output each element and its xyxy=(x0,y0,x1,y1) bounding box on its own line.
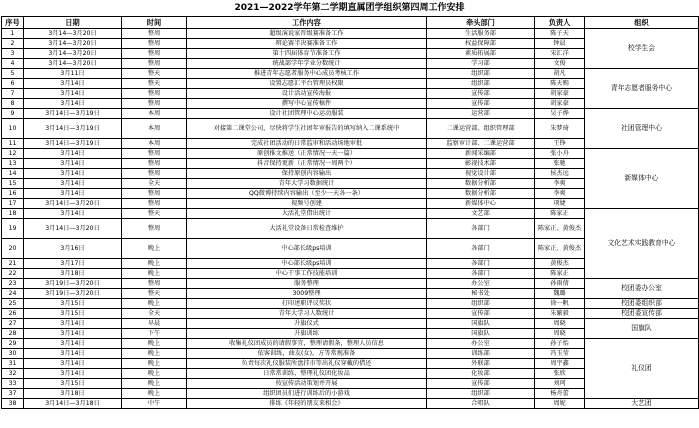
cell-dept: 组织部 xyxy=(427,79,535,89)
cell-dept: 办公室 xyxy=(427,279,535,289)
table-row xyxy=(2,109,699,119)
cell-person: 陈家正、黄俊杰 xyxy=(535,219,585,239)
cell-time: 整天 xyxy=(122,69,187,79)
header-time: 时间 xyxy=(122,17,187,29)
cell-content: 按宣传活动策划并开展 xyxy=(187,379,427,389)
cell-dept: 数据分析部 xyxy=(427,189,535,199)
cell-dept: 文艺部 xyxy=(427,209,535,219)
cell-date: 3月14日 xyxy=(24,149,122,159)
cell-dept: 数据分析部 xyxy=(427,179,535,189)
cell-dept: 外联部 xyxy=(427,359,535,369)
cell-date: 3月14日—3月19日 xyxy=(24,119,122,139)
cell-time: 整天 xyxy=(122,209,187,219)
cell-date: 3月19日—3月20日 xyxy=(24,279,122,289)
cell-org: 校团委宣传部 xyxy=(585,309,699,319)
cell-no: 19 xyxy=(2,219,24,239)
cell-content: 中心部长级ps培训 xyxy=(187,259,427,269)
cell-dept: 组织部 xyxy=(427,69,535,79)
cell-content: 组织团员们进行训练后的小游戏 xyxy=(187,389,427,399)
cell-dept: 国旗队 xyxy=(427,329,535,339)
cell-org: 礼仪团 xyxy=(585,339,699,399)
cell-dept: 化妆部 xyxy=(427,369,535,379)
cell-date: 3月18日 xyxy=(24,389,122,399)
cell-person: 张驰 xyxy=(535,159,585,169)
cell-date: 3月14日—3月20日 xyxy=(24,199,122,209)
cell-no: 13 xyxy=(2,159,24,169)
cell-no: 1 xyxy=(2,29,24,39)
cell-dept: 国旗队 xyxy=(427,319,535,329)
cell-dept: 各部门 xyxy=(427,259,535,269)
header-content: 工作内容 xyxy=(187,17,427,29)
cell-time: 整周 xyxy=(122,169,187,179)
cell-date: 3月18日 xyxy=(24,269,122,279)
cell-content: 打印述职评议奖状 xyxy=(187,299,427,309)
cell-person: 李爽 xyxy=(535,189,585,199)
cell-content: 中心部长级ps培训 xyxy=(187,239,427,259)
cell-content: 大活礼堂设备日常检查维护 xyxy=(187,219,427,239)
cell-content: 升旗训练 xyxy=(187,329,427,339)
cell-no: 37 xyxy=(2,389,24,399)
cell-content: 超级演说家晋级赛准备工作 xyxy=(187,29,427,39)
cell-no: 21 xyxy=(2,259,24,269)
cell-date: 3月11日 xyxy=(24,69,122,79)
cell-time: 整周 xyxy=(122,159,187,169)
cell-no: 20 xyxy=(2,239,24,259)
cell-date: 3月14日 xyxy=(24,179,122,189)
cell-no: 24 xyxy=(2,289,24,299)
cell-org: 青年志愿者服务中心 xyxy=(585,69,699,109)
cell-person: 陈天赐 xyxy=(535,79,585,89)
cell-content: 统战部学年学业分数统计 xyxy=(187,59,427,69)
cell-content: 排练《年轻的朋友来相会》 xyxy=(187,399,427,409)
cell-person: 张小舟 xyxy=(535,149,585,159)
cell-dept: 生活服务部 xyxy=(427,29,535,39)
cell-date: 3月14日 xyxy=(24,359,122,369)
cell-no: 27 xyxy=(2,319,24,329)
cell-org: 校团委组织部 xyxy=(585,299,699,309)
cell-time: 整周 xyxy=(122,149,187,159)
cell-content: 服务整理 xyxy=(187,279,427,289)
cell-time: 晚上 xyxy=(122,369,187,379)
cell-no: 15 xyxy=(2,179,24,189)
cell-date: 3月14日 xyxy=(24,79,122,89)
cell-date: 3月14日 xyxy=(24,189,122,199)
cell-person: 朱梦琦 xyxy=(535,119,585,139)
cell-content: 抖音保持更新（正常情况一周两个） xyxy=(187,159,427,169)
cell-no: 14 xyxy=(2,169,24,179)
cell-time: 晚上 xyxy=(122,269,187,279)
cell-person: 李爽 xyxy=(535,179,585,189)
cell-no: 8 xyxy=(2,99,24,109)
header-org: 组织 xyxy=(585,17,699,29)
cell-time: 晚上 xyxy=(122,359,187,369)
cell-dept: 素质拓展部 xyxy=(427,49,535,59)
cell-date: 3月14日 xyxy=(24,349,122,359)
cell-no: 31 xyxy=(2,359,24,369)
cell-content: 青年大学习数据统计 xyxy=(187,179,427,189)
cell-person: 项婕 xyxy=(535,199,585,209)
cell-date: 3月14日—3月19日 xyxy=(24,139,122,149)
cell-person: 钟晨 xyxy=(535,39,585,49)
cell-date: 3月14日 xyxy=(24,169,122,179)
table-row xyxy=(2,69,699,79)
cell-no: 2 xyxy=(2,39,24,49)
cell-person: 冯玉莹 xyxy=(535,349,585,359)
cell-content: 推进青年志愿者服务中心成员考核工作 xyxy=(187,69,427,79)
cell-content: 升旗仪式 xyxy=(187,319,427,329)
cell-time: 整周 xyxy=(122,29,187,39)
cell-no: 22 xyxy=(2,269,24,279)
cell-date: 3月14日 xyxy=(24,99,122,109)
cell-date: 3月14日—3月18日 xyxy=(24,399,122,409)
cell-date: 3月14—3月20日 xyxy=(24,39,122,49)
cell-time: 本周 xyxy=(122,119,187,139)
cell-time: 整天 xyxy=(122,79,187,89)
cell-no: 12 xyxy=(2,149,24,159)
cell-time: 下午 xyxy=(122,329,187,339)
cell-dept: 影视技术部 xyxy=(427,159,535,169)
cell-dept: 新闻采编部 xyxy=(427,149,535,159)
table-row xyxy=(2,299,699,309)
cell-date: 3月15日 xyxy=(24,309,122,319)
cell-time: 晚上 xyxy=(122,389,187,399)
cell-dept: 新媒体中心 xyxy=(427,199,535,209)
cell-time: 整周 xyxy=(122,219,187,239)
cell-dept: 组织部 xyxy=(427,299,535,309)
cell-dept: 各部门 xyxy=(427,219,535,239)
cell-time: 晚上 xyxy=(122,239,187,259)
cell-dept: 办公室 xyxy=(427,339,535,349)
cell-date: 3月17日 xyxy=(24,259,122,269)
cell-person: 陈家正、黄俊杰 xyxy=(535,239,585,259)
cell-org: 国旗队 xyxy=(585,319,699,339)
table-row xyxy=(2,319,699,329)
cell-person: 周妮 xyxy=(535,399,585,409)
cell-no: 25 xyxy=(2,299,24,309)
cell-date: 3月14日 xyxy=(24,319,122,329)
cell-date: 3月14日—3月19日 xyxy=(24,109,122,119)
table-row xyxy=(2,149,699,159)
cell-person: 胡家豪 xyxy=(535,99,585,109)
cell-no: 32 xyxy=(2,369,24,379)
cell-no: 9 xyxy=(2,109,24,119)
cell-date: 3月14日 xyxy=(24,159,122,169)
cell-no: 33 xyxy=(2,379,24,389)
cell-no: 16 xyxy=(2,189,24,199)
cell-dept: 二课运营部、组织管理部 xyxy=(427,119,535,139)
table-row xyxy=(2,339,699,349)
cell-date: 3月16日 xyxy=(24,239,122,259)
cell-content: 大活礼堂借出统计 xyxy=(187,209,427,219)
cell-date: 3月14日 xyxy=(24,329,122,339)
cell-content: 负责每次礼仪服装所盘挂市等出礼仪穿戴的借还 xyxy=(187,359,427,369)
cell-person: 吴子烨 xyxy=(535,109,585,119)
cell-content: 依客训练，曲友(女)，方等常规准备 xyxy=(187,349,427,359)
cell-dept: 运营部 xyxy=(427,109,535,119)
cell-date: 3月14日 xyxy=(24,339,122,349)
cell-person: 文俊 xyxy=(535,59,585,69)
cell-time: 整周 xyxy=(122,99,187,109)
cell-time: 早晨 xyxy=(122,319,187,329)
cell-dept: 视觉设计部 xyxy=(427,169,535,179)
cell-no: 7 xyxy=(2,89,24,99)
cell-content: 原创推文推送（正常情况一天一篇） xyxy=(187,149,427,159)
cell-person: 魏璐 xyxy=(535,289,585,299)
cell-content: 收集礼仪团成员的请假事宜，整理请假条，整理人员信息 xyxy=(187,339,427,349)
cell-content: 设置志愿汇平台管理员权限 xyxy=(187,79,427,89)
header-no: 序号 xyxy=(2,17,24,29)
cell-person: 胡家豪 xyxy=(535,89,585,99)
cell-content: 设计社团管理中心运动服装 xyxy=(187,109,427,119)
cell-person: 孙雨倩 xyxy=(535,279,585,289)
cell-org: 校团委办公室 xyxy=(585,279,699,299)
cell-date: 3月14—3月20日 xyxy=(24,59,122,69)
page-title: 2021—2022学年第二学期直属团学组织第四周工作安排 xyxy=(234,3,465,13)
cell-time: 整周 xyxy=(122,59,187,69)
cell-person: 黄俊杰 xyxy=(535,259,585,269)
cell-no: 28 xyxy=(2,329,24,339)
cell-person: 陈家正 xyxy=(535,269,585,279)
cell-org: 社团管理中心 xyxy=(585,109,699,149)
table-header-row xyxy=(2,17,699,29)
cell-time: 整周 xyxy=(122,189,187,199)
cell-time: 全天 xyxy=(122,309,187,319)
header-dept: 牵头部门 xyxy=(427,17,535,29)
cell-no: 23 xyxy=(2,279,24,289)
cell-dept: 学习部 xyxy=(427,59,535,69)
cell-date: 3月14—3月20日 xyxy=(24,29,122,39)
cell-time: 全天 xyxy=(122,179,187,189)
cell-person: 张欣 xyxy=(535,369,585,379)
cell-date: 3月15日 xyxy=(24,299,122,309)
cell-no: 38 xyxy=(2,399,24,409)
cell-content: QQ微博持续内容输出（至少一天各一条） xyxy=(187,189,427,199)
cell-time: 整周 xyxy=(122,89,187,99)
table-row xyxy=(2,279,699,289)
cell-person: 陈子天 xyxy=(535,29,585,39)
cell-time: 中午 xyxy=(122,399,187,409)
cell-time: 整周 xyxy=(122,39,187,49)
cell-time: 晚上 xyxy=(122,339,187,349)
cell-dept: 各部门 xyxy=(427,239,535,259)
cell-no: 30 xyxy=(2,349,24,359)
cell-content: 设计活动宣传海报 xyxy=(187,89,427,99)
cell-content: 第十四届体育节准备工作 xyxy=(187,49,427,59)
cell-org: 新媒体中心 xyxy=(585,149,699,209)
cell-date: 3月15日 xyxy=(24,379,122,389)
cell-time: 晚上 xyxy=(122,259,187,269)
cell-no: 10 xyxy=(2,119,24,139)
cell-person: 朱繁毅 xyxy=(535,309,585,319)
table-body xyxy=(2,29,699,409)
cell-date: 3月14日 xyxy=(24,369,122,379)
cell-person: 王铮 xyxy=(535,139,585,149)
cell-person: 刘珂 xyxy=(535,379,585,389)
cell-dept: 组织部 xyxy=(427,389,535,399)
cell-no: 11 xyxy=(2,139,24,149)
cell-no: 4 xyxy=(2,59,24,69)
table-row xyxy=(2,209,699,219)
cell-dept: 各部门 xyxy=(427,269,535,279)
cell-no: 3 xyxy=(2,49,24,59)
cell-person: 侯杰远 xyxy=(535,169,585,179)
cell-date: 3月14日—3月20日 xyxy=(24,219,122,239)
cell-time: 整周 xyxy=(122,279,187,289)
table-row xyxy=(2,399,699,409)
cell-person: 孙子怡 xyxy=(535,339,585,349)
header-person: 负责人 xyxy=(535,17,585,29)
schedule-table xyxy=(1,16,699,409)
cell-person: 徐一帆 xyxy=(535,299,585,309)
cell-no: 29 xyxy=(2,339,24,349)
cell-dept: 权益保障部 xyxy=(427,39,535,49)
cell-dept: 宣传部 xyxy=(427,89,535,99)
cell-person: 周晓 xyxy=(535,319,585,329)
cell-date: 3月19日—3月20日 xyxy=(24,289,122,299)
cell-dept: 宣传部 xyxy=(427,379,535,389)
cell-content: 3009整理 xyxy=(187,289,427,299)
cell-dept: 合唱队 xyxy=(427,399,535,409)
cell-no: 5 xyxy=(2,69,24,79)
cell-time: 整周 xyxy=(122,49,187,59)
cell-person: 陈家正 xyxy=(535,209,585,219)
cell-person: 杨舟蕾 xyxy=(535,389,585,399)
cell-content: 保持原创内容输出 xyxy=(187,169,427,179)
cell-date: 3月14日 xyxy=(24,89,122,99)
cell-time: 晚上 xyxy=(122,299,187,309)
cell-person: 宋汇洋 xyxy=(535,49,585,59)
header-date: 日期 xyxy=(24,17,122,29)
cell-content: 日常常训练，整理礼仪团化妆品 xyxy=(187,369,427,379)
cell-content: 撰写中心宣传稿件 xyxy=(187,99,427,109)
cell-dept: 宣传部 xyxy=(427,309,535,319)
cell-content: 完成社团活动的日常监审和活动场地审批 xyxy=(187,139,427,149)
cell-time: 晚上 xyxy=(122,349,187,359)
cell-date: 3月14—3月20日 xyxy=(24,49,122,59)
cell-dept: 监察审计部、二课运营部 xyxy=(427,139,535,149)
cell-content: 青年大学习人数统计 xyxy=(187,309,427,319)
cell-person: 周宇鑫 xyxy=(535,359,585,369)
cell-dept: 宣传部 xyxy=(427,99,535,109)
cell-content: 中心干事工作技能培训 xyxy=(187,269,427,279)
table-row xyxy=(2,29,699,39)
cell-time: 本周 xyxy=(122,139,187,149)
cell-time: 本周 xyxy=(122,109,187,119)
cell-content: 视频号创建 xyxy=(187,199,427,209)
cell-content: 辩论赛半决赛准备工作 xyxy=(187,39,427,49)
cell-dept: 秘书处 xyxy=(427,289,535,299)
cell-content: 对接第二课堂公司，尽快将学生社团年审报告的填写纳入二课系统中 xyxy=(187,119,427,139)
cell-no: 17 xyxy=(2,199,24,209)
cell-time: 晚上 xyxy=(122,379,187,389)
cell-org: 校学生会 xyxy=(585,29,699,69)
cell-date: 3月14日 xyxy=(24,209,122,219)
table-row xyxy=(2,309,699,319)
cell-org: 文化艺术实践教育中心 xyxy=(585,209,699,279)
cell-time: 整天 xyxy=(122,289,187,299)
cell-dept: 训练部 xyxy=(427,349,535,359)
cell-person: 周晓 xyxy=(535,329,585,339)
cell-org: 大艺团 xyxy=(585,399,699,409)
cell-no: 26 xyxy=(2,309,24,319)
cell-time: 整周 xyxy=(122,199,187,209)
cell-no: 6 xyxy=(2,79,24,89)
cell-no: 18 xyxy=(2,209,24,219)
cell-person: 胡凡 xyxy=(535,69,585,79)
